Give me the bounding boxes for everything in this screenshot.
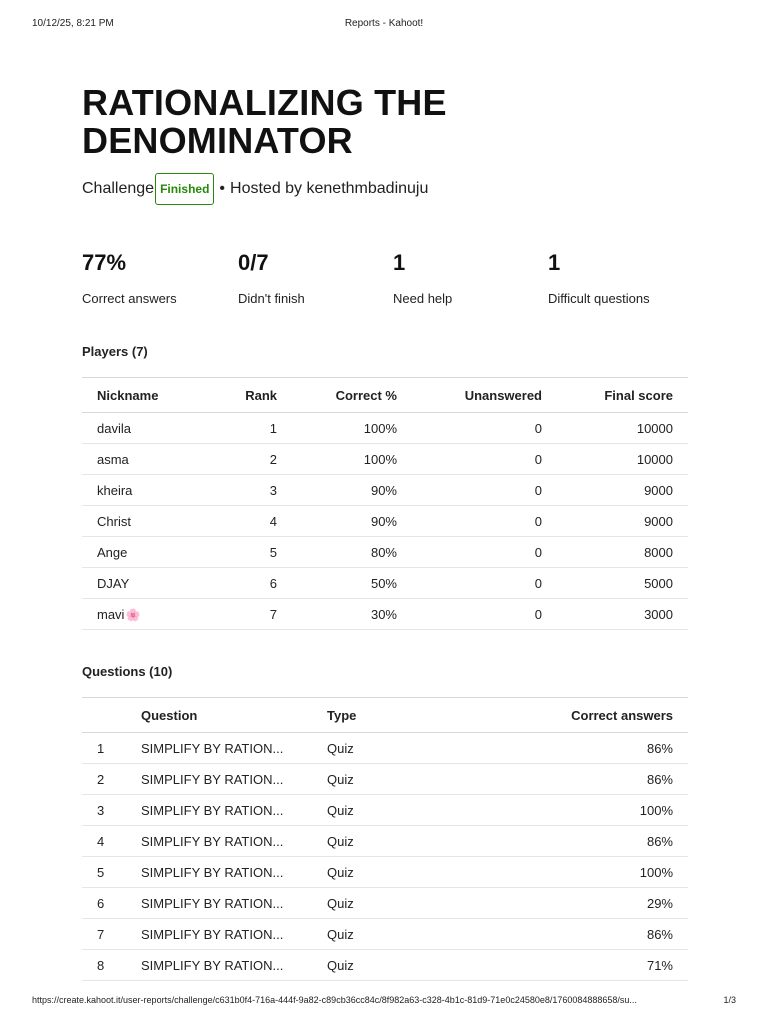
col-final-score[interactable]: Final score	[557, 378, 688, 413]
questions-section-title: Questions (10)	[82, 664, 173, 679]
table-row[interactable]	[82, 506, 688, 537]
page-url[interactable]: https://create.kahoot.it/user-reports/challenge/c631b0f4-716a-444f-9a82-c89cb36cc84c/8f982a63-c328-4b1c-81d9-71e0c24580e8/1760084888658/su...	[32, 995, 637, 1005]
question-correct: 86%	[442, 764, 688, 795]
question-type: Quiz	[312, 764, 442, 795]
print-page-title: Reports - Kahoot!	[344, 18, 424, 29]
table-row[interactable]	[82, 733, 688, 764]
report-title: RATIONALIZING THE DENOMINATOR	[82, 82, 447, 161]
player-nickname: asma	[82, 444, 222, 475]
stat-need-help	[393, 248, 543, 306]
table-row[interactable]	[82, 444, 688, 475]
question-correct: 86%	[442, 919, 688, 950]
player-rank: 3	[222, 475, 292, 506]
player-rank: 6	[222, 568, 292, 599]
question-correct: 100%	[442, 795, 688, 826]
question-text: SIMPLIFY BY RATION...	[126, 950, 312, 981]
player-score: 10000	[557, 413, 688, 444]
report-subline	[82, 172, 428, 206]
question-type: Quiz	[312, 888, 442, 919]
player-unanswered: 0	[412, 506, 557, 537]
stat-didnt-finish	[238, 248, 388, 306]
question-type: Quiz	[312, 795, 442, 826]
table-row[interactable]	[82, 764, 688, 795]
question-number: 2	[82, 764, 126, 795]
player-nickname: mavi	[97, 606, 125, 622]
col-correct-percent[interactable]: Correct %	[292, 378, 412, 413]
question-number: 8	[82, 950, 126, 981]
players-section-title: Players (7)	[82, 344, 148, 359]
stat-label: Difficult questions	[548, 291, 650, 306]
question-number: 3	[82, 795, 126, 826]
player-nickname: DJAY	[82, 568, 222, 599]
col-question[interactable]: Question	[126, 698, 312, 733]
player-score: 9000	[557, 475, 688, 506]
stat-value: 77%	[82, 250, 127, 275]
host-label: Hosted by kenethmbadinuju	[230, 180, 429, 197]
questions-table	[82, 697, 688, 981]
player-unanswered: 0	[412, 568, 557, 599]
print-footer	[32, 995, 736, 1009]
question-type: Quiz	[312, 919, 442, 950]
player-nickname: davila	[82, 413, 222, 444]
table-row[interactable]	[82, 568, 688, 599]
player-unanswered: 0	[412, 444, 557, 475]
stat-value: 0/7	[238, 250, 269, 275]
col-rank[interactable]: Rank	[222, 378, 292, 413]
stat-value: 1	[393, 250, 406, 275]
question-text: SIMPLIFY BY RATION...	[126, 795, 312, 826]
stat-value: 1	[548, 250, 561, 275]
table-row[interactable]	[82, 888, 688, 919]
question-correct: 86%	[442, 733, 688, 764]
player-rank: 7	[222, 599, 292, 630]
question-type: Quiz	[312, 857, 442, 888]
player-correct: 30%	[292, 599, 412, 630]
table-row[interactable]	[82, 475, 688, 506]
table-row[interactable]	[82, 826, 688, 857]
players-table	[82, 377, 688, 630]
question-type: Quiz	[312, 826, 442, 857]
col-unanswered[interactable]: Unanswered	[412, 378, 557, 413]
status-badge: Finished	[155, 173, 214, 205]
col-nickname[interactable]: Nickname	[82, 378, 222, 413]
stat-label: Didn't finish	[238, 291, 305, 306]
player-nickname: kheira	[82, 475, 222, 506]
table-row[interactable]	[82, 857, 688, 888]
player-score: 3000	[557, 599, 688, 630]
stat-difficult-questions	[548, 248, 698, 306]
table-row[interactable]	[82, 413, 688, 444]
question-text: SIMPLIFY BY RATION...	[126, 826, 312, 857]
question-number: 5	[82, 857, 126, 888]
player-unanswered: 0	[412, 413, 557, 444]
col-correct-answers[interactable]: Correct answers	[442, 698, 688, 733]
question-number: 1	[82, 733, 126, 764]
table-row[interactable]	[82, 919, 688, 950]
player-correct: 90%	[292, 506, 412, 537]
stat-correct-answers	[82, 248, 232, 306]
question-text: SIMPLIFY BY RATION...	[126, 764, 312, 795]
question-text: SIMPLIFY BY RATION...	[126, 919, 312, 950]
player-correct: 80%	[292, 537, 412, 568]
question-text: SIMPLIFY BY RATION...	[126, 888, 312, 919]
question-number: 4	[82, 826, 126, 857]
question-correct: 100%	[442, 857, 688, 888]
question-number: 6	[82, 888, 126, 919]
flower-icon: 🌸	[125, 607, 141, 622]
player-score: 5000	[557, 568, 688, 599]
table-row[interactable]	[82, 950, 688, 981]
player-correct: 100%	[292, 413, 412, 444]
player-rank: 2	[222, 444, 292, 475]
player-correct: 50%	[292, 568, 412, 599]
player-rank: 4	[222, 506, 292, 537]
player-rank: 5	[222, 537, 292, 568]
question-type: Quiz	[312, 950, 442, 981]
report-type: Challenge	[82, 180, 155, 197]
player-nickname: Ange	[82, 537, 222, 568]
table-row[interactable]	[82, 599, 688, 630]
table-row[interactable]	[82, 795, 688, 826]
question-correct: 29%	[442, 888, 688, 919]
stat-label: Correct answers	[82, 291, 177, 306]
stat-label: Need help	[393, 291, 453, 306]
player-rank: 1	[222, 413, 292, 444]
player-correct: 100%	[292, 444, 412, 475]
question-correct: 71%	[442, 950, 688, 981]
player-score: 9000	[557, 506, 688, 537]
col-type[interactable]: Type	[312, 698, 442, 733]
question-correct: 86%	[442, 826, 688, 857]
question-number: 7	[82, 919, 126, 950]
question-type: Quiz	[312, 733, 442, 764]
page-number: 1/3	[723, 995, 736, 1005]
col-number	[82, 698, 126, 733]
table-row[interactable]	[82, 537, 688, 568]
player-correct: 90%	[292, 475, 412, 506]
separator-dot: •	[219, 180, 226, 197]
player-unanswered: 0	[412, 537, 557, 568]
player-nickname-cell	[82, 599, 222, 630]
question-text: SIMPLIFY BY RATION...	[126, 857, 312, 888]
player-score: 10000	[557, 444, 688, 475]
print-header	[32, 18, 736, 32]
player-score: 8000	[557, 537, 688, 568]
print-date: 10/12/25, 8:21 PM	[32, 18, 114, 29]
question-text: SIMPLIFY BY RATION...	[126, 733, 312, 764]
player-unanswered: 0	[412, 475, 557, 506]
player-unanswered: 0	[412, 599, 557, 630]
questions-header-row	[82, 698, 688, 733]
player-nickname: Christ	[82, 506, 222, 537]
players-header-row	[82, 378, 688, 413]
